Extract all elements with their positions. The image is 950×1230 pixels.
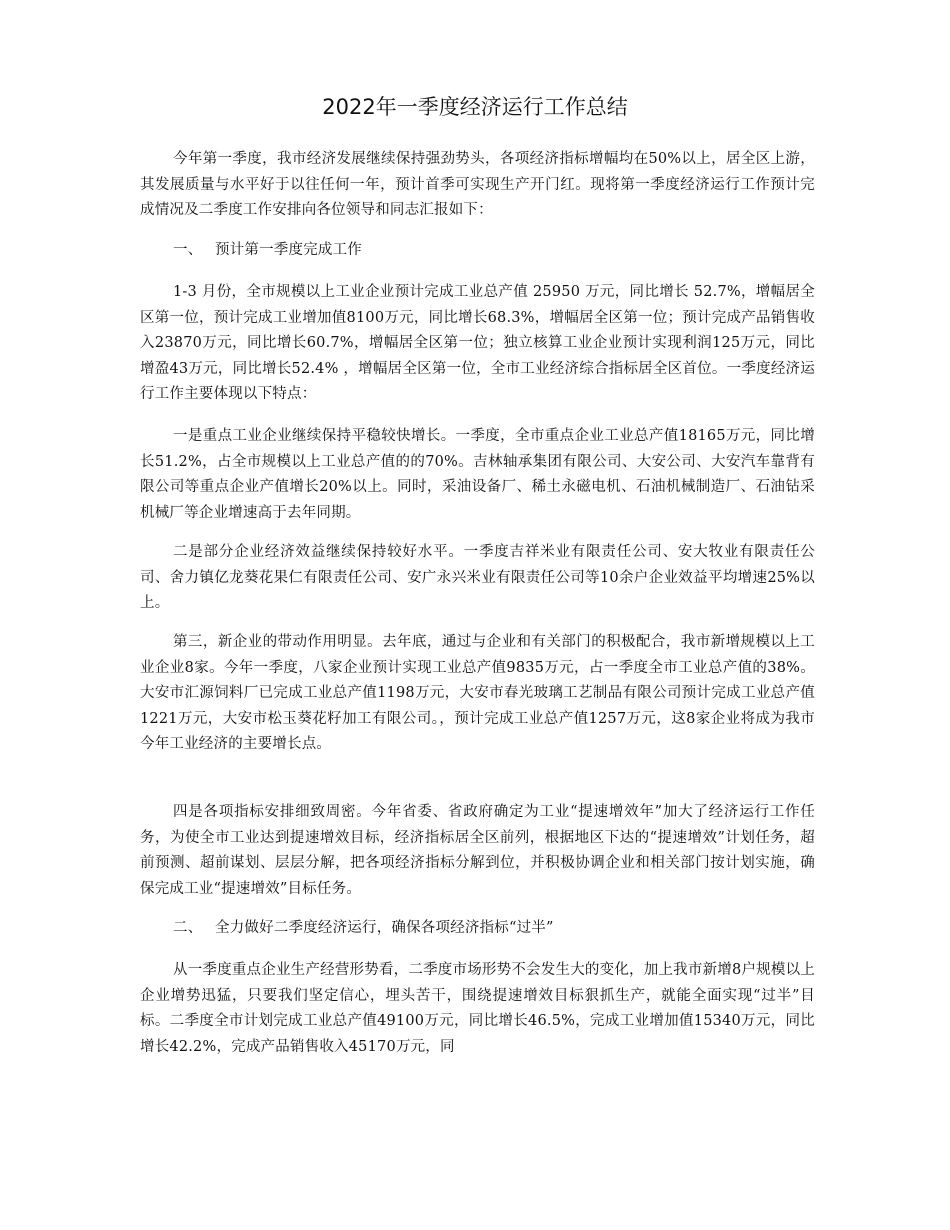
intro-paragraph: 今年第一季度，我市经济发展继续保持强劲势头，各项经济指标增幅均在50%以上，居全区上游，其发展质量与水平好于以往任何一年，预计首季可实现生产开门红。现将第一季度经济运行工作预计完成情况及二季度工作安排向各位领导和同志汇报如下： [140,151,815,218]
section-number: 二、 [173,920,203,936]
section-title: 预计第一季度完成工作 [215,242,362,258]
section-heading-1 [173,238,362,263]
document-title: 2022年一季度经济运行工作总结 [322,95,628,119]
paragraph-second-quarter: 从一季度重点企业生产经营形势看，二季度市场形势不会发生大的变化，加上我市新增8户规模以上企业增势迅猛，只要我们坚定信心，埋头苦干，围绕提速增效目标狠抓生产，就能全面实现“过半”目标。二季度全市计划完成工业总产值49100万元，同比增长46.5%，完成工业增加值15340万元，同比增长42.2%，完成产品销售收入45170万元，同 [140,962,815,1055]
paragraph-industrial-output: 1-3 月份，全市规模以上工业企业预计完成工业总产值 25950 万元，同比增长 52.7%，增幅居全区第一位，预计完成工业增加值8100万元，同比增长68.3%，增幅居全区第一位；预计完成产品销售收入23870万元，同比增长60.7%，增幅居全区第一位；独立核算工业企业预计实现利润125万元，同比增盈43万元，同比增长52.4% ，增幅居全区第一位，全市工业经济综合指标居全区首位。一季度经济运行工作主要体现以下特点： [140,284,815,402]
section-title: 全力做好二季度经济运行，确保各项经济指标“过半” [215,920,554,936]
paragraph-new-enterprises: 第三，新企业的带动作用明显。去年底，通过与企业和有关部门的积极配合，我市新增规模以上工业企业8家。今年一季度，八家企业预计实现工业总产值9835万元，占一季度全市工业总产值的38%。大安市汇源饲料厂已完成工业总产值1198万元，大安市春光玻璃工艺制品有限公司预计完成工业总产值1221万元，大安市松玉葵花籽加工有限公司。，预计完成工业总产值1257万元，这8家企业将成为我市今年工业经济的主要增长点。 [140,634,815,752]
section-heading-2 [173,916,554,941]
paragraph-indicators: 四是各项指标安排细致周密。今年省委、省政府确定为工业“提速增效年”加大了经济运行工作任务，为使全市工业达到提速增效目标，经济指标居全区前列，根据地区下达的“提速增效”计划任务，超前预测、超前谋划、层层分解，把各项经济指标分解到位，并积极协调企业和相关部门按计划实施，确保完成工业“提速增效”目标任务。 [140,804,815,897]
paragraph-economic-benefits: 二是部分企业经济效益继续保持较好水平。一季度吉祥米业有限责任公司、安大牧业有限责任公司、舍力镇亿龙葵花果仁有限责任公司、安广永兴米业有限责任公司等10余户企业效益平均增速25%以上。 [140,544,815,611]
paragraph-key-enterprises: 一是重点工业企业继续保持平稳较快增长。一季度，全市重点企业工业总产值18165万元，同比增长51.2%，占全市规模以上工业总产值的的70%。吉林轴承集团有限公司、大安公司、大安汽车靠背有限公司等重点企业产值增长20%以上。同时，采油设备厂、稀土永磁电机、石油机械制造厂、石油钻采机械厂等企业增速高于去年同期。 [140,428,815,521]
section-number: 一、 [173,242,203,258]
